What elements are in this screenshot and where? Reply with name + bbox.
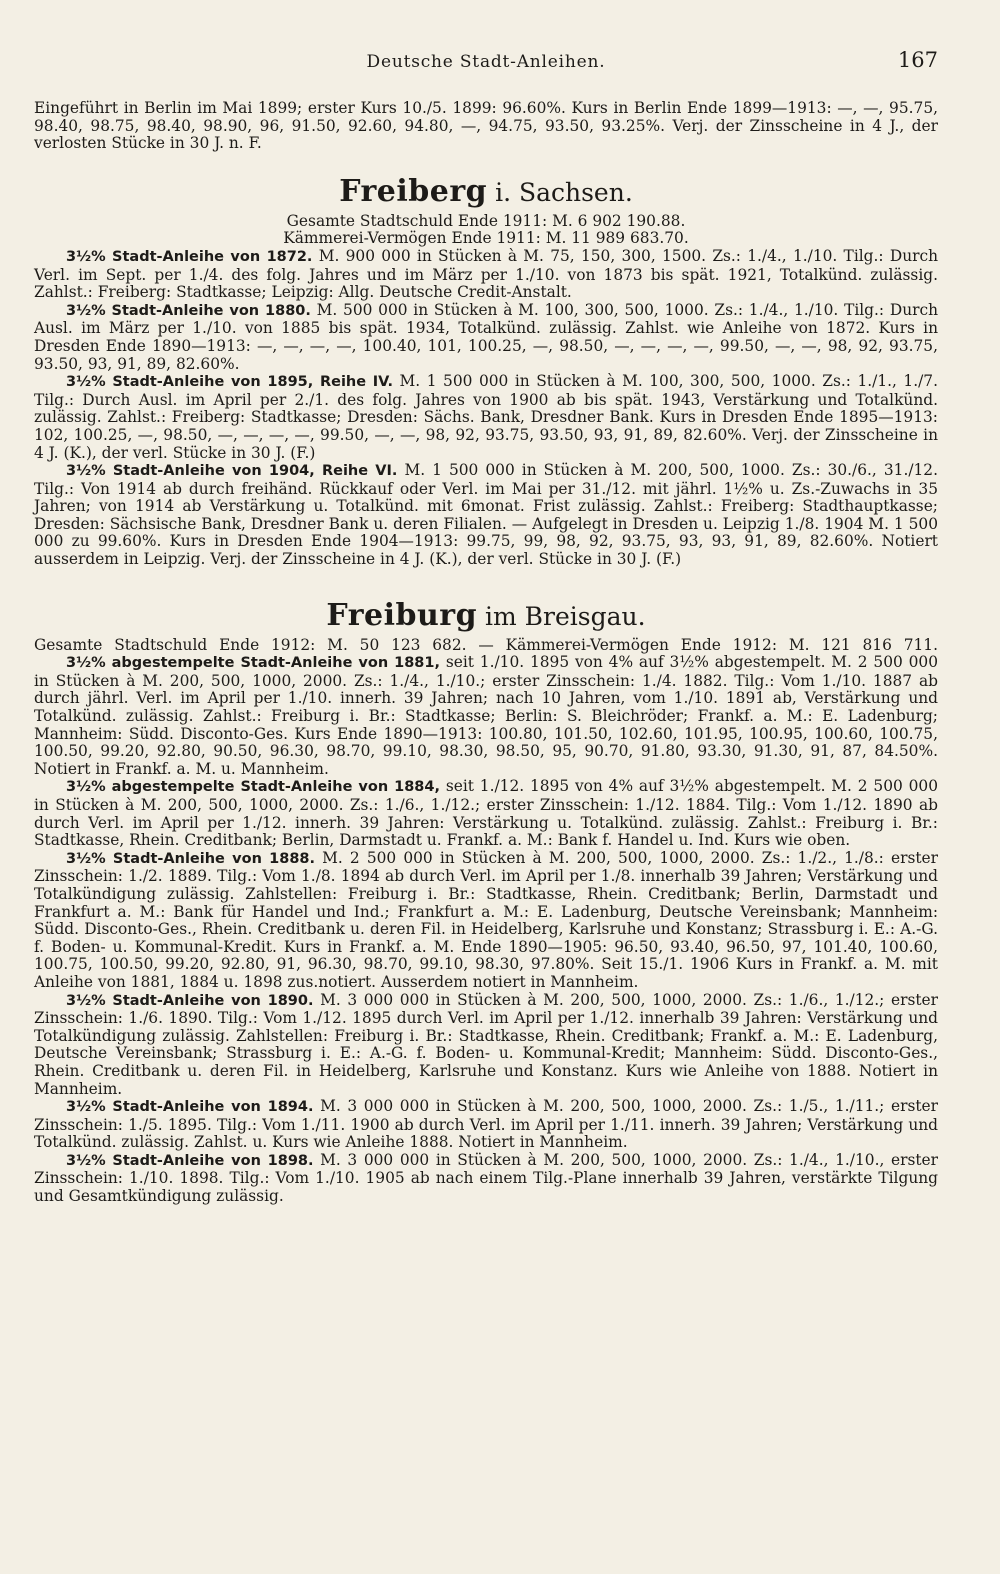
debt-summary-line: Gesamte Stadtschuld Ende 1911: M. 6 902 190.88. [286, 211, 686, 230]
assets-summary-line: Kämmerei-Vermögen Ende 1911: M. 11 989 683.70. [283, 229, 689, 248]
running-head [34, 44, 938, 78]
intro-paragraph: Eingeführt in Berlin im Mai 1899; erster Kurs 10./5. 1899: 96.60%. Kurs in Berlin Ende 1899—1913: —, —, 95.75, 98.40, 98.75, 98.40, 98.90, 96, 91.50, 92.60, 94.80, —, 94.75, 93.50, 93.25%. Verj. der Zinsscheine in 4 J., der verlosten Stücke in 30 J. n. F. [34, 99, 938, 153]
loan-text: M. 3 000 000 in Stücken à M. 200, 500, 1000, 2000. Zs.: 1./5., 1./11.; erster Zinsschein: 1./5. 1895. Tilg.: Vom 1./11. 1900 ab durch Verl. im April per 1./11. innerh. 39 Jahren; Verstärkung und Totalkünd. zulässig. Zahlst. u. Kurs wie Anleihe 1888. Notiert in Mannheim. [34, 1097, 938, 1152]
loan-entry [34, 654, 938, 778]
loan-text: M. 3 000 000 in Stücken à M. 200, 500, 1000, 2000. Zs.: 1./4., 1./10., erster Zinsschein: 1./10. 1898. Tilg.: Vom 1./10. 1905 ab nach einem Tilg.-Plane innerhalb 39 Jahren, verstärkte Tilgung und Gesamtkündigung zulässig. [34, 1150, 938, 1206]
page-number: 167 [897, 48, 938, 72]
loan-heading: 3½% Stadt-Anleihe von 1880. [66, 302, 311, 319]
loan-entry [34, 850, 938, 992]
loan-heading: 3½% Stadt-Anleihe von 1904, Reihe VI. [66, 463, 398, 480]
loan-heading: 3½% Stadt-Anleihe von 1890. [66, 992, 314, 1009]
loan-heading: 3½% abgestempelte Stadt-Anleihe von 1884, [66, 779, 440, 796]
section-heading-rest: i. Sachsen. [487, 177, 633, 207]
loan-entry [34, 992, 938, 1099]
section-heading-main: Freiburg [326, 597, 478, 633]
loan-heading: 3½% Stadt-Anleihe von 1894. [66, 1099, 314, 1116]
loan-entry [34, 248, 938, 302]
loan-entry [34, 373, 938, 462]
loan-entry [34, 1152, 938, 1206]
running-title: Deutsche Stadt-Anleihen. [366, 52, 606, 72]
loan-heading: 3½% Stadt-Anleihe von 1895, Reihe IV. [66, 374, 394, 391]
section-heading-freiburg [34, 597, 938, 633]
loan-text: M. 500 000 in Stücken à M. 100, 300, 500, 1000. Zs.: 1./4., 1./10. Tilg.: Durch Ausl. im März per 1./10. von 1885 bis spät. 1934, Totalkünd. zulässig. Zahlst. wie Anleihe von 1872. Kurs in Dresden Ende 1890—1913: —, —, —, —, 100.40, 101, 100.25, —, 98.50, —, —, —, —, 99.50, —, —, 98, 92, 93.75, 93.50, 93, 91, 89, 82.60%. [34, 300, 938, 373]
section-heading-main: Freiberg [339, 173, 488, 209]
debt-assets-summary-line: Gesamte Stadtschuld Ende 1912: M. 50 123 682. — Kämmerei-Vermögen Ende 1912: M. 121 816 711. [34, 635, 938, 654]
section-heading-freiberg [34, 173, 938, 209]
loan-entry [34, 1098, 938, 1152]
loan-text: M. 1 500 000 in Stücken à M. 100, 300, 500, 1000. Zs.: 1./1., 1./7. Tilg.: Durch Ausl. im April per 2./1. des folg. Jahres von 1900 ab bis spät. 1943, Verstärkung und Totalkünd. zulässig. Zahlst.: Freiberg: Stadtkasse; Dresden: Sächs. Bank, Dresdner Bank. Kurs in Dresden Ende 1895—1913: 102, 100.25, —, 98.50, —, —, —, —, 99.50, —, —, 98, 92, 93.75, 93.50, 93, 91, 89, 82.60%. Verj. der Zinsscheine in 4 J. (K.), der verl. Stücke in 30 J. (F.) [34, 372, 938, 462]
loan-heading: 3½% Stadt-Anleihe von 1898. [66, 1152, 314, 1169]
loan-text: M. 3 000 000 in Stücken à M. 200, 500, 1000, 2000. Zs.: 1./6., 1./12.; erster Zinsschein: 1./6. 1890. Tilg.: Vom 1./12. 1895 durch Verl. im April per 1./12. innerhalb 39 Jahren: Verstärkung und Totalkündigung zulässig. Zahlstellen: Freiburg i. Br.: Stadtkasse, Rhein. Creditbank; Frankf. a. M.: E. Ladenburg, Deutsche Vereinsbank; Strassburg i. E.: A.-G. f. Boden- u. Kommunal-Kredit; Mannheim: Südd. Disconto-Ges., Rhein. Creditbank u. deren Fil. in Heidelberg, Karlsruhe und Konstanz. Kurs wie Anleihe von 1888. Notiert in Mannheim. [34, 990, 938, 1098]
loan-text: seit 1./10. 1895 von 4% auf 3½% abgestempelt. M. 2 500 000 in Stücken à M. 200, 500, 1000, 2000. Zs.: 1./4., 1./10.; erster Zinsschein: 1./4. 1882. Tilg.: Vom 1./10. 1887 ab durch jährl. Verl. im April per 1./10. innerh. 39 Jahren; nach 10 Jahren, vom 1./10. 1891 ab, Verstärkung und Totalkünd. zulässig. Zahlst.: Freiburg i. Br.: Stadtkasse; Berlin: S. Bleichröder; Frankf. a. M.: E. Ladenburg; Mannheim: Südd. Disconto-Ges. Kurs Ende 1890—1913: 100.80, 101.50, 102.60, 101.95, 100.95, 100.60, 100.75, 100.50, 99.20, 92.80, 90.50, 96.30, 98.70, 99.10, 98.30, 98.50, 95, 90.70, 91.80, 93.30, 91.30, 91, 87, 84.50%. Notiert in Frankf. a. M. u. Mannheim. [34, 653, 939, 778]
loan-heading: 3½% abgestempelte Stadt-Anleihe von 1881, [66, 655, 440, 672]
loan-text: M. 1 500 000 in Stücken à M. 200, 500, 1000. Zs.: 30./6., 31./12. Tilg.: Von 1914 ab durch freihänd. Rückkauf oder Verl. im Mai per 31./12. mit jährl. 1½% u. Zs.-Zuwachs in 35 Jahren; von 1914 ab Verstärkung u. Totalkünd. mit 6monat. Frist zulässig. Zahlst.: Freiberg: Stadthauptkasse; Dresden: Sächsische Bank, Dresdner Bank u. deren Filialen. — Aufgelegt in Dresden u. Leipzig 1./8. 1904 M. 1 500 000 zu 99.60%. Kurs in Dresden Ende 1904—1913: 99.75, 99, 98, 92, 93.75, 93, 93, 91, 89, 82.60%. Notiert ausserdem in Leipzig. Verj. der Zinsscheine in 4 J. (K.), der verl. Stücke in 30 J. (F.) [34, 461, 938, 569]
loan-entry [34, 302, 938, 373]
loan-heading: 3½% Stadt-Anleihe von 1872. [66, 248, 313, 265]
loan-entry [34, 778, 938, 849]
loan-text: seit 1./12. 1895 von 4% auf 3½% abgestempelt. M. 2 500 000 in Stücken à M. 200, 500, 1000, 2000. Zs.: 1./6., 1./12.; erster Zinsschein: 1./12. 1884. Tilg.: Vom 1./12. 1890 ab durch Verl. im April per 1./12. innerh. 39 Jahren: Verstärkung u. Totalkünd. zulässig. Zahlst.: Freiburg i. Br.: Stadtkasse, Rhein. Creditbank; Berlin, Darmstadt u. Frankf. a. M.: Bank f. Handel u. Ind. Kurs wie oben. [34, 777, 939, 850]
loan-entry [34, 462, 938, 569]
loan-text: M. 2 500 000 in Stücken à M. 200, 500, 1000, 2000. Zs.: 1./2., 1./8.: erster Zinsschein: 1./2. 1889. Tilg.: Vom 1./8. 1894 ab durch Verl. im April per 1./8. innerhalb 39 Jahren; Verstärkung und Totalkündigung zulässig. Zahlstellen: Freiburg i. Br.: Stadtkasse, Rhein. Creditbank; Berlin, Darmstadt und Frankfurt a. M.: Bank für Handel und Ind.; Frankfurt a. M.: E. Ladenburg, Deutsche Vereinsbank; Mannheim: Südd. Disconto-Ges., Rhein. Creditbank u. deren Fil. in Heidelberg, Karlsruhe und Konstanz; Strassburg i. E.: A.-G. f. Boden- u. Kommunal-Kredit. Kurs in Frankf. a. M. Ende 1890—1905: 96.50, 93.40, 96.50, 97, 101.40, 100.60, 100.75, 100.50, 99.20, 92.80, 91, 96.30, 98.70, 99.10, 98.30, 97.80%. Seit 15./1. 1906 Kurs in Frankf. a. M. mit Anleihe von 1881, 1884 u. 1898 zus.notiert. Ausserdem notiert in Mannheim. [34, 848, 938, 991]
loan-heading: 3½% Stadt-Anleihe von 1888. [66, 850, 316, 867]
loan-text: M. 900 000 in Stücken à M. 75, 150, 300, 1500. Zs.: 1./4., 1./10. Tilg.: Durch Verl. im Sept. per 1./4. des folg. Jahres und im März per 1./10. von 1873 bis spät. 1921, Totalkünd. zulässig. Zahlst.: Freiberg: Stadtkasse; Leipzig: Allg. Deutsche Credit-Anstalt. [34, 246, 938, 302]
section-heading-rest: im Breisgau. [477, 601, 646, 631]
